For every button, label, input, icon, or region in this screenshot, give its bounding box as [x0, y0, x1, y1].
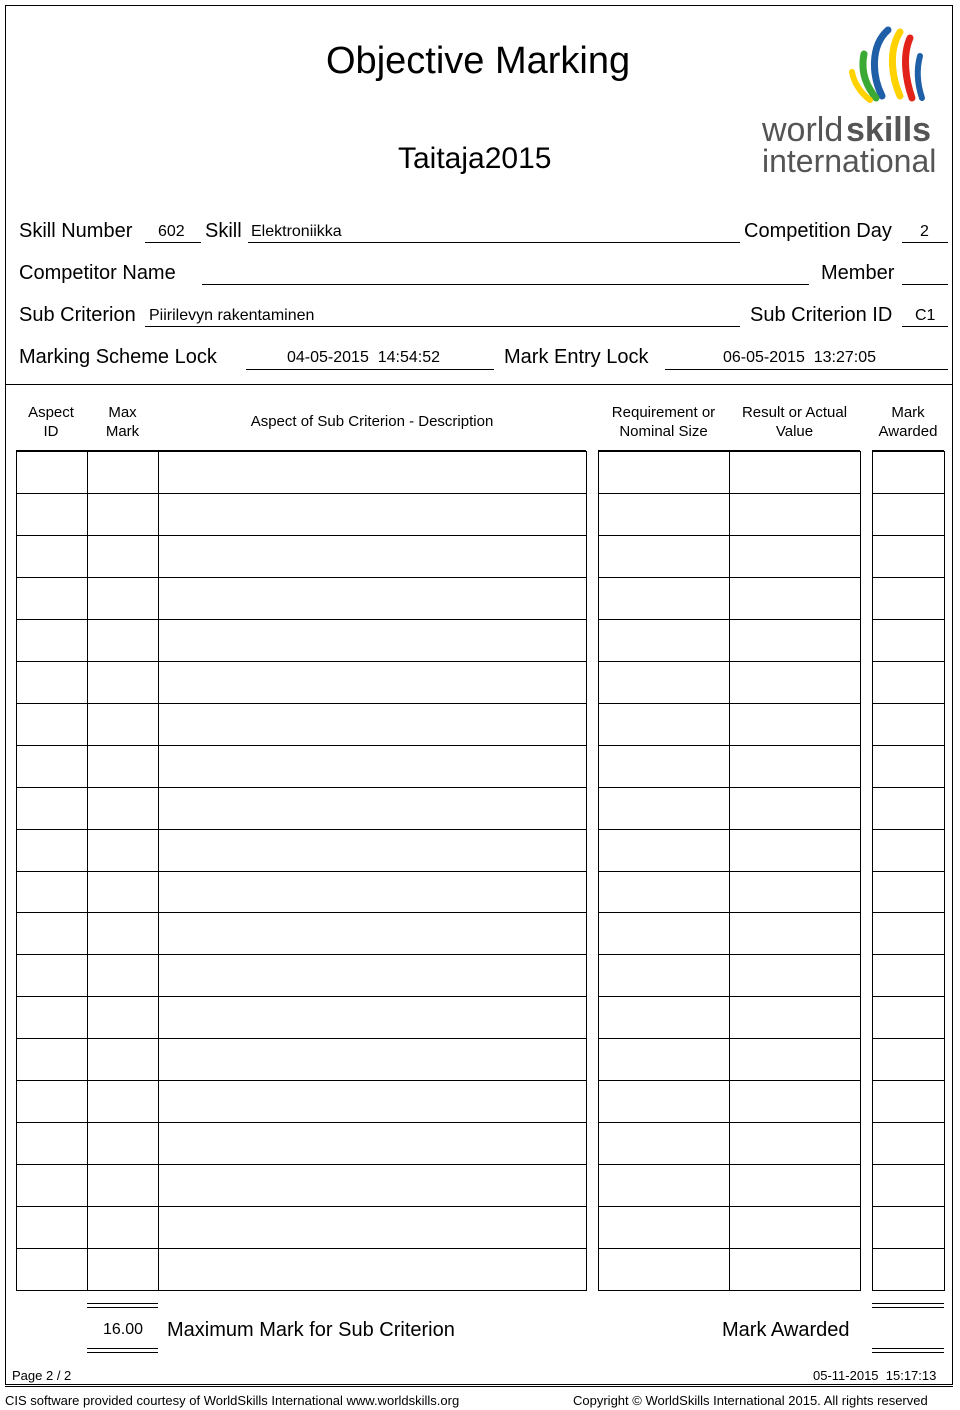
member-label: Member: [821, 262, 895, 284]
col-header-requirement-line1: Requirement or: [611, 404, 716, 421]
result-cell[interactable]: [729, 661, 861, 704]
mark-awarded-cell[interactable]: [872, 912, 945, 955]
max-mark-cell[interactable]: [87, 1248, 159, 1291]
mark-awarded-cell[interactable]: [872, 451, 945, 494]
mark-awarded-cell[interactable]: [872, 954, 945, 997]
aspect-id-cell[interactable]: [16, 954, 88, 997]
max-mark-total-top-line: [87, 1303, 158, 1308]
skill-number-line: [145, 242, 201, 243]
requirement-cell[interactable]: [598, 577, 730, 620]
competitor-name-line: [202, 284, 809, 285]
col-header-mark-awarded: [872, 403, 944, 441]
max-mark-cell[interactable]: [87, 1164, 159, 1207]
requirement-cell[interactable]: [598, 535, 730, 578]
aspect-id-cell[interactable]: [16, 703, 88, 746]
aspect-id-cell[interactable]: [16, 661, 88, 704]
sub-criterion-id-value: C1: [915, 307, 936, 324]
description-cell[interactable]: [158, 745, 587, 788]
mark-awarded-cell[interactable]: [872, 829, 945, 872]
max-mark-cell[interactable]: [87, 1038, 159, 1081]
requirement-cell[interactable]: [598, 996, 730, 1039]
max-mark-cell[interactable]: [87, 829, 159, 872]
competition-day-line: [902, 242, 948, 243]
marking-scheme-lock-line: [246, 369, 494, 370]
description-cell[interactable]: [158, 451, 587, 494]
mark-awarded-label: Mark Awarded: [722, 1319, 850, 1341]
max-mark-cell[interactable]: [87, 577, 159, 620]
max-mark-cell[interactable]: [87, 745, 159, 788]
description-cell[interactable]: [158, 1080, 587, 1123]
requirement-cell[interactable]: [598, 451, 730, 494]
mark-awarded-cell[interactable]: [872, 1206, 945, 1249]
result-cell[interactable]: [729, 1248, 861, 1291]
result-cell[interactable]: [729, 1122, 861, 1165]
max-mark-cell[interactable]: [87, 787, 159, 830]
mark-entry-lock-label: Mark Entry Lock: [504, 346, 649, 368]
col-header-max-mark-line1: Max: [108, 404, 137, 421]
max-mark-cell[interactable]: [87, 996, 159, 1039]
aspect-id-cell[interactable]: [16, 1164, 88, 1207]
mark-awarded-cell[interactable]: [872, 577, 945, 620]
description-cell[interactable]: [158, 619, 587, 662]
mark-awarded-cell[interactable]: [872, 1164, 945, 1207]
aspect-id-cell[interactable]: [16, 745, 88, 788]
description-cell[interactable]: [158, 829, 587, 872]
worldskills-logo: [760, 26, 935, 176]
max-mark-cell[interactable]: [87, 912, 159, 955]
requirement-cell[interactable]: [598, 619, 730, 662]
result-cell[interactable]: [729, 996, 861, 1039]
requirement-cell[interactable]: [598, 871, 730, 913]
requirement-cell[interactable]: [598, 1080, 730, 1123]
col-header-max-mark-line2: Mark: [105, 423, 140, 440]
requirement-cell[interactable]: [598, 912, 730, 955]
result-cell[interactable]: [729, 1080, 861, 1123]
mark-awarded-cell[interactable]: [872, 661, 945, 704]
max-mark-cell[interactable]: [87, 1122, 159, 1165]
software-credit: CIS software provided courtesy of WorldSkills International www.worldskills.org: [5, 1393, 460, 1408]
col-header-mark-awarded-line2: Awarded: [878, 423, 938, 440]
max-mark-cell[interactable]: [87, 871, 159, 913]
aspect-id-cell[interactable]: [16, 787, 88, 830]
logo-word-skills: skills: [846, 111, 932, 149]
col-header-aspect-id-line1: Aspect: [28, 404, 74, 421]
max-mark-cell[interactable]: [87, 493, 159, 536]
result-cell[interactable]: [729, 619, 861, 662]
description-cell[interactable]: [158, 577, 587, 620]
sub-criterion-value: Piirilevyn rakentaminen: [149, 307, 315, 324]
aspect-id-cell[interactable]: [16, 1038, 88, 1081]
sub-criterion-label: Sub Criterion: [19, 304, 136, 326]
mark-awarded-cell[interactable]: [872, 1038, 945, 1081]
skill-line: [248, 242, 740, 243]
result-cell[interactable]: [729, 703, 861, 746]
skill-number-label: Skill Number: [19, 220, 133, 242]
col-header-aspect-id: [16, 403, 86, 441]
header-separator: [5, 384, 953, 385]
max-mark-total-bottom-line: [87, 1348, 158, 1353]
max-mark-cell[interactable]: [87, 451, 159, 494]
description-cell[interactable]: [158, 535, 587, 578]
aspect-id-cell[interactable]: [16, 1122, 88, 1165]
requirement-cell[interactable]: [598, 661, 730, 704]
mark-awarded-cell[interactable]: [872, 1080, 945, 1123]
description-cell[interactable]: [158, 1038, 587, 1081]
aspect-id-cell[interactable]: [16, 996, 88, 1039]
result-cell[interactable]: [729, 1038, 861, 1081]
result-cell[interactable]: [729, 745, 861, 788]
mark-awarded-cell[interactable]: [872, 787, 945, 830]
description-cell[interactable]: [158, 1164, 587, 1207]
aspect-id-cell[interactable]: [16, 829, 88, 872]
mark-awarded-cell[interactable]: [872, 703, 945, 746]
aspect-id-cell[interactable]: [16, 535, 88, 578]
result-cell[interactable]: [729, 1206, 861, 1249]
mark-awarded-cell[interactable]: [872, 1122, 945, 1165]
result-cell[interactable]: [729, 912, 861, 955]
result-cell[interactable]: [729, 829, 861, 872]
requirement-cell[interactable]: [598, 1206, 730, 1249]
mark-awarded-bottom-line: [872, 1348, 944, 1353]
page-title: Objective Marking: [326, 40, 631, 82]
aspect-id-cell[interactable]: [16, 493, 88, 536]
requirement-cell[interactable]: [598, 493, 730, 536]
description-cell[interactable]: [158, 1248, 587, 1291]
requirement-cell[interactable]: [598, 829, 730, 872]
aspect-id-cell[interactable]: [16, 871, 88, 913]
aspect-id-cell[interactable]: [16, 912, 88, 955]
max-mark-cell[interactable]: [87, 1206, 159, 1249]
max-mark-label: Maximum Mark for Sub Criterion: [167, 1319, 455, 1341]
description-cell[interactable]: [158, 661, 587, 704]
max-mark-cell[interactable]: [87, 661, 159, 704]
competitor-name-label: Competitor Name: [19, 262, 176, 284]
requirement-cell[interactable]: [598, 1122, 730, 1165]
requirement-cell[interactable]: [598, 787, 730, 830]
logo-word-world: world: [762, 111, 844, 149]
col-header-aspect-id-line2: ID: [43, 423, 59, 440]
description-cell[interactable]: [158, 954, 587, 997]
requirement-cell[interactable]: [598, 745, 730, 788]
max-mark-cell[interactable]: [87, 535, 159, 578]
requirement-cell[interactable]: [598, 1038, 730, 1081]
mark-awarded-cell[interactable]: [872, 493, 945, 536]
page-number: Page 2 / 2: [12, 1368, 72, 1383]
aspect-id-cell[interactable]: [16, 451, 88, 494]
col-header-result-line1: Result or Actual: [741, 404, 848, 421]
competition-day-label: Competition Day: [744, 220, 892, 242]
marking-scheme-lock-label: Marking Scheme Lock: [19, 346, 217, 368]
result-cell[interactable]: [729, 577, 861, 620]
description-cell[interactable]: [158, 871, 587, 913]
aspect-id-cell[interactable]: [16, 1080, 88, 1123]
marking-scheme-lock-value: 04-05-2015 14:54:52: [287, 349, 441, 366]
sub-criterion-id-label: Sub Criterion ID: [750, 304, 893, 326]
col-header-description: Aspect of Sub Criterion - Description: [250, 413, 494, 430]
result-cell[interactable]: [729, 535, 861, 578]
sub-criterion-id-line: [902, 326, 948, 327]
col-header-mark-awarded-line1: Mark: [891, 404, 925, 421]
requirement-cell[interactable]: [598, 1164, 730, 1207]
col-header-requirement: [598, 403, 729, 441]
mark-entry-lock-line: [665, 369, 948, 370]
mark-entry-lock-value: 06-05-2015 13:27:05: [723, 349, 877, 366]
max-mark-total-value: 16.00: [102, 1321, 143, 1338]
result-cell[interactable]: [729, 1164, 861, 1207]
mark-awarded-top-line: [872, 1303, 944, 1308]
max-mark-cell[interactable]: [87, 703, 159, 746]
result-cell[interactable]: [729, 871, 861, 913]
mark-awarded-cell[interactable]: [872, 996, 945, 1039]
result-cell[interactable]: [729, 451, 861, 494]
aspect-id-cell[interactable]: [16, 1206, 88, 1249]
member-line: [902, 284, 948, 285]
skill-number-value: 602: [158, 223, 185, 240]
description-cell[interactable]: [158, 1206, 587, 1249]
skill-label: Skill: [205, 220, 242, 242]
requirement-cell[interactable]: [598, 954, 730, 997]
aspect-id-cell[interactable]: [16, 1248, 88, 1291]
description-cell[interactable]: [158, 912, 587, 955]
aspect-id-cell[interactable]: [16, 577, 88, 620]
description-cell[interactable]: [158, 787, 587, 830]
event-name: Taitaja2015: [398, 142, 552, 175]
logo-word-international: international: [762, 143, 935, 176]
max-mark-cell[interactable]: [87, 619, 159, 662]
result-cell[interactable]: [729, 954, 861, 997]
worldskills-logo-mark: [760, 26, 935, 176]
printed-timestamp: 05-11-2015 15:17:13: [813, 1368, 937, 1383]
competition-day-value: 2: [920, 223, 929, 240]
mark-awarded-cell[interactable]: [872, 1248, 945, 1291]
description-cell[interactable]: [158, 996, 587, 1039]
mark-awarded-cell[interactable]: [872, 619, 945, 662]
col-header-requirement-line2: Nominal Size: [619, 423, 708, 440]
description-cell[interactable]: [158, 493, 587, 536]
mark-awarded-cell[interactable]: [872, 871, 945, 913]
max-mark-cell[interactable]: [87, 954, 159, 997]
footer-separator: [5, 1386, 953, 1387]
result-cell[interactable]: [729, 787, 861, 830]
mark-awarded-cell[interactable]: [872, 535, 945, 578]
mark-awarded-cell[interactable]: [872, 745, 945, 788]
description-cell[interactable]: [158, 703, 587, 746]
sub-criterion-line: [145, 326, 740, 327]
aspect-id-cell[interactable]: [16, 619, 88, 662]
description-cell[interactable]: [158, 1122, 587, 1165]
col-header-result-line2: Value: [775, 423, 814, 440]
col-header-max-mark: [87, 403, 158, 441]
result-cell[interactable]: [729, 493, 861, 536]
copyright-notice: Copyright © WorldSkills International 2015. All rights reserved: [573, 1393, 928, 1408]
requirement-cell[interactable]: [598, 703, 730, 746]
requirement-cell[interactable]: [598, 1248, 730, 1291]
max-mark-cell[interactable]: [87, 1080, 159, 1123]
skill-value: Elektroniikka: [251, 223, 342, 240]
col-header-result: [729, 403, 860, 441]
